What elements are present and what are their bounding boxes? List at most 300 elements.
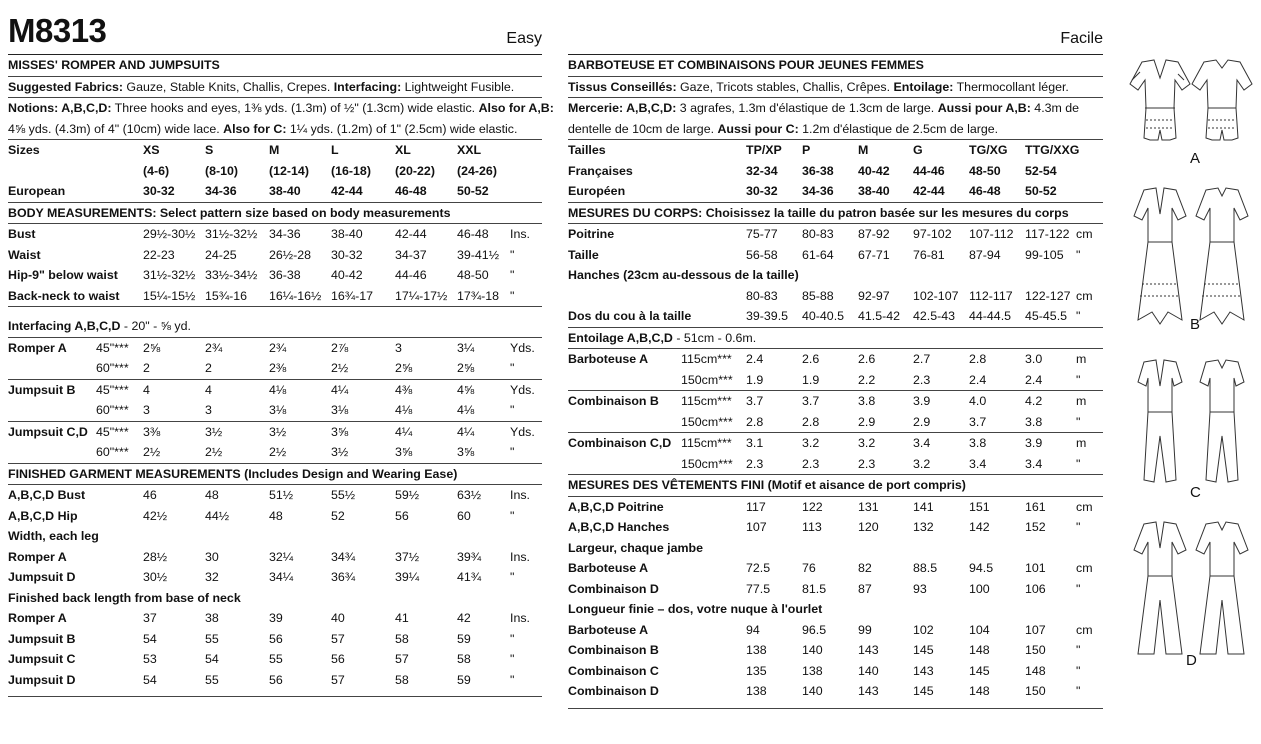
cell: 3.0 <box>1025 352 1043 366</box>
finished-measurements-title: MESURES DES VÊTEMENTS FINI (Motif et aisance de port compris) <box>568 475 1103 497</box>
cell: 4⅜ <box>395 382 413 397</box>
cell: 54 <box>205 652 219 666</box>
cell: 122-127 <box>1025 288 1071 303</box>
unit: cm <box>1076 561 1093 575</box>
cell: 32 <box>205 570 219 584</box>
cell: 38-40 <box>331 227 363 241</box>
row-label: A,B,C,D Hip <box>8 508 78 523</box>
row-label: Barboteuse A <box>568 622 649 637</box>
cell: 37 <box>143 611 157 625</box>
cell: 2½ <box>205 445 223 459</box>
view-illustrations <box>1120 40 1261 740</box>
unit: " <box>510 288 515 303</box>
cell: 102-107 <box>913 288 959 303</box>
cell: 2.8 <box>969 352 987 366</box>
cell: 97-102 <box>913 227 952 241</box>
row-label: European <box>8 184 66 198</box>
fabric-width: 60"*** <box>96 445 129 459</box>
cell: 39¾ <box>457 549 482 564</box>
cell: 107 <box>746 520 767 534</box>
cell: 24-25 <box>205 247 237 262</box>
cell: 102 <box>913 622 934 637</box>
cell: 44-46 <box>913 163 945 178</box>
fabric-width: 60"*** <box>96 361 129 375</box>
cell: 4 <box>205 382 212 397</box>
cell: 31½-32½ <box>143 268 196 282</box>
cell: 63½ <box>457 488 482 502</box>
cell: 82 <box>858 561 872 575</box>
cell: 48 <box>269 508 283 523</box>
cell: 3.4 <box>1025 456 1043 471</box>
fabric-width: 150cm*** <box>681 414 733 429</box>
section-title: BARBOTEUSE ET COMBINAISONS POUR JEUNES FEMMES <box>568 55 1103 77</box>
cell: 34-37 <box>395 247 427 262</box>
unit: " <box>1076 414 1081 429</box>
cell: 3⅜ <box>143 424 161 439</box>
unit: m <box>1076 436 1087 450</box>
sub-heading: Longueur finie – dos, votre nuque à l'ourlet <box>568 602 823 616</box>
row-label: Romper A <box>8 340 67 355</box>
cell: 60 <box>457 508 471 523</box>
row-label: Back-neck to waist <box>8 288 120 303</box>
fabric-width: 45"*** <box>96 382 129 397</box>
cell: 57 <box>331 672 345 687</box>
cell: 72.5 <box>746 561 771 575</box>
table-row <box>568 306 1103 327</box>
fabric-width: 115cm*** <box>681 352 732 366</box>
cell: 2⅝ <box>395 361 413 375</box>
cell: 2.8 <box>746 414 764 429</box>
cell: 59 <box>457 631 471 646</box>
cell: 1.9 <box>802 372 820 387</box>
cell: 3⅝ <box>457 445 475 459</box>
table-row <box>568 454 1103 475</box>
cell: 4.2 <box>1025 394 1043 408</box>
cell: 2.4 <box>746 352 764 366</box>
sub-heading: Largeur, chaque jambe <box>568 540 703 555</box>
cell: 138 <box>802 663 823 678</box>
row-label: Tailles <box>568 143 606 157</box>
cell: 58 <box>457 652 471 666</box>
cell: 41.5-42 <box>858 309 901 323</box>
cell: 106 <box>1025 581 1046 596</box>
unit: m <box>1076 394 1087 408</box>
fabric-width: 60"*** <box>96 403 129 417</box>
table-row <box>568 245 1103 266</box>
cell: 3.7 <box>969 414 987 429</box>
cell: 15¼-15½ <box>143 288 196 303</box>
unit: Ins. <box>510 549 530 564</box>
row-label: Bust <box>8 227 36 241</box>
cell: 34-36 <box>269 227 301 241</box>
cell: 36-38 <box>802 163 834 178</box>
table-row <box>8 380 542 401</box>
cell: 80-83 <box>746 288 778 303</box>
table-row <box>8 649 542 670</box>
unit: cm <box>1076 227 1093 241</box>
cell: 138 <box>746 643 767 657</box>
cell: 42½ <box>143 508 168 523</box>
cell: 59 <box>457 672 471 687</box>
cell: 55½ <box>331 488 356 502</box>
cell: 150 <box>1025 643 1046 657</box>
cell: 138 <box>746 684 767 698</box>
cell: 56 <box>269 631 283 646</box>
view-label: A <box>1190 150 1201 167</box>
unit: " <box>1076 663 1081 678</box>
cell: 76-81 <box>913 247 945 262</box>
row-label: Taille <box>568 247 599 262</box>
unit: Ins. <box>510 611 530 625</box>
cell: 2.3 <box>802 456 820 471</box>
cell: 4⅛ <box>395 403 413 417</box>
cell: 75-77 <box>746 227 778 241</box>
cell: 3½ <box>269 424 287 439</box>
cell: 40-42 <box>331 268 363 282</box>
cell: 57 <box>395 652 409 666</box>
cell: 52-54 <box>1025 163 1057 178</box>
difficulty-level: Facile <box>1060 30 1103 47</box>
cell: 3.7 <box>746 394 764 408</box>
cell: 2⅝ <box>457 361 475 375</box>
row-label: Combinaison D <box>568 581 659 596</box>
table-row <box>8 422 542 443</box>
cell: 2.9 <box>913 414 931 429</box>
sizes-table <box>568 140 1103 203</box>
cell: 161 <box>1025 499 1046 514</box>
unit: " <box>1076 309 1081 323</box>
unit: Ins. <box>510 227 530 241</box>
row-label: Barboteuse A <box>568 352 649 366</box>
cell: 143 <box>858 684 879 698</box>
table-row <box>8 485 542 506</box>
english-column <box>8 0 554 697</box>
cell: 99 <box>858 622 872 637</box>
cell: 3.9 <box>913 394 931 408</box>
unit: Yds. <box>510 424 535 439</box>
cell: 34¼ <box>269 570 294 584</box>
cell: TP/XP <box>746 143 782 157</box>
unit: " <box>510 631 515 646</box>
table-row <box>8 442 542 463</box>
unit: Yds. <box>510 382 535 397</box>
row-label: Waist <box>8 247 41 262</box>
cell: 3.2 <box>913 456 931 471</box>
row-label: A,B,C,D Hanches <box>568 520 670 534</box>
cell: 32-34 <box>746 163 778 178</box>
cell: 41¾ <box>457 570 482 584</box>
row-label: Jumpsuit C,D <box>8 424 88 439</box>
cell: 140 <box>858 663 879 678</box>
cell: 48-50 <box>969 163 1001 178</box>
cell: 2.3 <box>913 372 931 387</box>
cell: 2¾ <box>269 340 287 355</box>
view-b-illustration <box>1120 180 1261 350</box>
row-label: Barboteuse A <box>568 561 649 575</box>
cell: 94.5 <box>969 561 994 575</box>
sub-heading: Width, each leg <box>8 529 99 543</box>
cell: 55 <box>205 631 219 646</box>
fabric-width: 115cm*** <box>681 436 732 450</box>
table-row <box>8 400 542 421</box>
cell: 44-44.5 <box>969 309 1012 323</box>
cell: 3.8 <box>858 394 876 408</box>
unit: Yds. <box>510 340 535 355</box>
cell: 4⅝ <box>457 382 475 397</box>
cell: 2⅞ <box>331 340 349 355</box>
cell: 46-48 <box>457 227 489 241</box>
cell: 58 <box>395 631 409 646</box>
cell: 2.4 <box>1025 372 1043 387</box>
row-label: Romper A <box>8 611 67 625</box>
cell: 2.4 <box>969 372 987 387</box>
cell: 38 <box>205 611 219 625</box>
cell: 2⅝ <box>143 340 161 355</box>
cell: 55 <box>269 652 283 666</box>
cell: (12-14) <box>269 163 309 178</box>
yardage-table <box>568 349 1103 475</box>
cell: 40-40.5 <box>802 309 845 323</box>
table-row <box>568 579 1103 600</box>
cell: 39¼ <box>395 570 420 584</box>
cell: 152 <box>1025 520 1046 534</box>
table-row <box>568 497 1103 518</box>
fabric-width: 150cm*** <box>681 456 733 471</box>
cell: 58 <box>395 672 409 687</box>
cell: 36¾ <box>331 570 356 584</box>
cell: 2¾ <box>205 340 223 355</box>
row-label: Combinaison B <box>568 643 659 657</box>
cell: 39-39.5 <box>746 309 789 323</box>
cell: 2.8 <box>802 414 820 429</box>
table-row <box>8 358 542 379</box>
table-row <box>568 620 1103 641</box>
table-row <box>568 433 1103 454</box>
cell: 48-50 <box>457 268 489 282</box>
cell: 4⅛ <box>457 403 475 417</box>
cell: 77.5 <box>746 581 771 596</box>
finished-measurements-table <box>8 485 542 690</box>
unit: " <box>510 508 515 523</box>
cell: 100 <box>969 581 990 596</box>
cell: 3¼ <box>457 340 475 355</box>
europeen-row <box>568 181 1103 202</box>
row-label: A,B,C,D Poitrine <box>568 499 664 514</box>
cell: 2½ <box>331 361 349 375</box>
cell: 148 <box>969 643 990 657</box>
cell: 117-122 <box>1025 227 1070 241</box>
cell: 145 <box>913 684 934 698</box>
cell: 2 <box>205 361 212 375</box>
unit: " <box>510 361 515 375</box>
cell: 87-92 <box>858 227 890 241</box>
cell: 17¾-18 <box>457 288 500 303</box>
cell: 30-32 <box>331 247 363 262</box>
cell: 52 <box>331 508 345 523</box>
cell: 56 <box>331 652 345 666</box>
cell: 54 <box>143 631 157 646</box>
table-row <box>568 224 1103 245</box>
sizes-row <box>568 140 1103 161</box>
cell: 3⅛ <box>269 403 287 417</box>
cell: 143 <box>858 643 879 657</box>
unit: " <box>510 570 515 584</box>
cell: 56-58 <box>746 247 778 262</box>
cell: 46-48 <box>969 184 1001 198</box>
cell: 53 <box>143 652 157 666</box>
cell: 56 <box>269 672 283 687</box>
row-label: Dos du cou à la taille <box>568 309 692 323</box>
cell: 141 <box>913 499 934 514</box>
cell: 112-117 <box>969 288 1013 303</box>
cell: 99-105 <box>1025 247 1064 262</box>
unit: m <box>1076 352 1087 366</box>
cell: (24-26) <box>457 163 497 178</box>
cell: 2 <box>143 361 150 375</box>
cell: 135 <box>746 663 767 678</box>
view-label: C <box>1190 484 1201 501</box>
cell: 34-36 <box>205 184 237 198</box>
table-row <box>568 558 1103 579</box>
cell: (20-22) <box>395 163 435 178</box>
table-row <box>8 629 542 650</box>
interfacing-yardage: Interfacing A,B,C,D - 20" - ⅝ yd. <box>8 316 542 338</box>
cell: 145 <box>969 663 990 678</box>
unit: " <box>1076 520 1081 534</box>
cell: 76 <box>802 561 816 575</box>
row-label: Jumpsuit D <box>8 570 76 584</box>
cell: 44-46 <box>395 268 427 282</box>
cell: XXL <box>457 143 482 157</box>
view-a-illustration <box>1120 48 1261 178</box>
cell: 3 <box>205 403 212 417</box>
cell: 30-32 <box>143 184 175 198</box>
cell: G <box>913 143 923 157</box>
cell: 59½ <box>395 488 420 502</box>
cell: 2.7 <box>913 352 931 366</box>
table-row <box>568 640 1103 661</box>
row-label: Romper A <box>8 549 67 564</box>
cell: 142 <box>969 520 990 534</box>
unit: cm <box>1076 288 1093 303</box>
cell: 28½ <box>143 549 168 564</box>
cell: 50-52 <box>1025 184 1057 198</box>
unit: " <box>510 652 515 666</box>
cell: M <box>269 143 280 157</box>
cell: 2.6 <box>858 352 876 366</box>
cell: 3.8 <box>969 436 987 450</box>
cell: 42-44 <box>913 184 945 198</box>
row-label: Jumpsuit C <box>8 652 76 666</box>
row-label: Poitrine <box>568 227 615 241</box>
francaises-row <box>568 161 1103 182</box>
cell: 41 <box>395 611 409 625</box>
cell: 33½-34½ <box>205 268 258 282</box>
body-measurements-table <box>8 224 542 307</box>
cell: 3.9 <box>1025 436 1043 450</box>
cell: 30-32 <box>746 184 778 198</box>
table-row <box>568 286 1103 307</box>
yardage-table <box>8 338 542 464</box>
cell: 3.4 <box>969 456 987 471</box>
unit: " <box>510 247 515 262</box>
row-label: A,B,C,D Bust <box>8 488 86 502</box>
section-title: MISSES' ROMPER AND JUMPSUITS <box>8 55 542 77</box>
european-row <box>8 181 542 202</box>
view-d-illustration <box>1120 514 1261 684</box>
notions-block: Mercerie: A,B,C,D: 3 agrafes, 1.3m d'élastique de 1.3cm de large. Aussi pour A,B: 4.3m de dentelle de 10cm de large. Aussi pour C: 1.2m d'élastique de 2.5cm de large. <box>568 98 1103 140</box>
body-measurements-table <box>568 224 1103 328</box>
cell: 67-71 <box>858 247 890 262</box>
unit: cm <box>1076 499 1093 514</box>
cell: 148 <box>969 684 990 698</box>
cell: 44½ <box>205 508 230 523</box>
cell: 2.3 <box>858 456 876 471</box>
cell: 2⅜ <box>269 361 287 375</box>
cell: 148 <box>1025 663 1046 678</box>
table-row <box>8 245 542 266</box>
fabric-width: 45"*** <box>96 424 129 439</box>
cell: 113 <box>802 520 822 534</box>
body-measurements-title: BODY MEASUREMENTS: Select pattern size based on body measurements <box>8 203 542 225</box>
row-label: Françaises <box>568 163 633 178</box>
cell: 45-45.5 <box>1025 309 1068 323</box>
cell: 22-23 <box>143 247 175 262</box>
cell: 101 <box>1025 561 1046 575</box>
cell: 31½-32½ <box>205 227 258 241</box>
body-measurements-title: MESURES DU CORPS: Choisissez la taille du patron basée sur les mesures du corps <box>568 203 1103 225</box>
row-label: Combinaison C <box>568 663 659 678</box>
header <box>568 0 1103 55</box>
cell: (4-6) <box>143 163 170 178</box>
cell: 56 <box>395 508 409 523</box>
cell: 140 <box>802 684 823 698</box>
cell: 2½ <box>269 445 287 459</box>
pattern-number: M8313 <box>8 12 107 49</box>
cell: 39-41½ <box>457 247 500 262</box>
cell: 42-44 <box>395 227 427 241</box>
interfacing-yardage: Entoilage A,B,C,D - 51cm - 0.6m. <box>568 328 1103 350</box>
finished-measurements-title: FINISHED GARMENT MEASUREMENTS (Includes Design and Wearing Ease) <box>8 464 542 486</box>
cell: 4¼ <box>331 382 349 397</box>
cell: 93 <box>913 581 927 596</box>
cell: 145 <box>913 643 934 657</box>
table-row <box>568 661 1103 682</box>
cell: 4¼ <box>457 424 475 439</box>
cell: 2.6 <box>802 352 820 366</box>
table-row <box>568 517 1103 538</box>
cell: 39 <box>269 611 283 625</box>
cell: TTG/XXG <box>1025 143 1080 157</box>
row-label: Jumpsuit B <box>8 631 76 646</box>
cell: 17¼-17½ <box>395 288 448 303</box>
unit: " <box>510 445 515 459</box>
cell: 3½ <box>205 424 223 439</box>
cell: 1.9 <box>746 372 764 387</box>
cell: 3⅝ <box>331 424 349 439</box>
row-label: Jumpsuit D <box>8 672 76 687</box>
cell: 61-64 <box>802 247 834 262</box>
cell: 42 <box>457 611 471 625</box>
table-row <box>8 338 542 359</box>
cell: M <box>858 143 869 157</box>
cell: 57 <box>331 631 345 646</box>
sizes-row <box>8 140 542 161</box>
cell: 54 <box>143 672 157 687</box>
cell: 122 <box>802 499 823 514</box>
table-row <box>8 567 542 588</box>
unit: " <box>510 672 515 687</box>
